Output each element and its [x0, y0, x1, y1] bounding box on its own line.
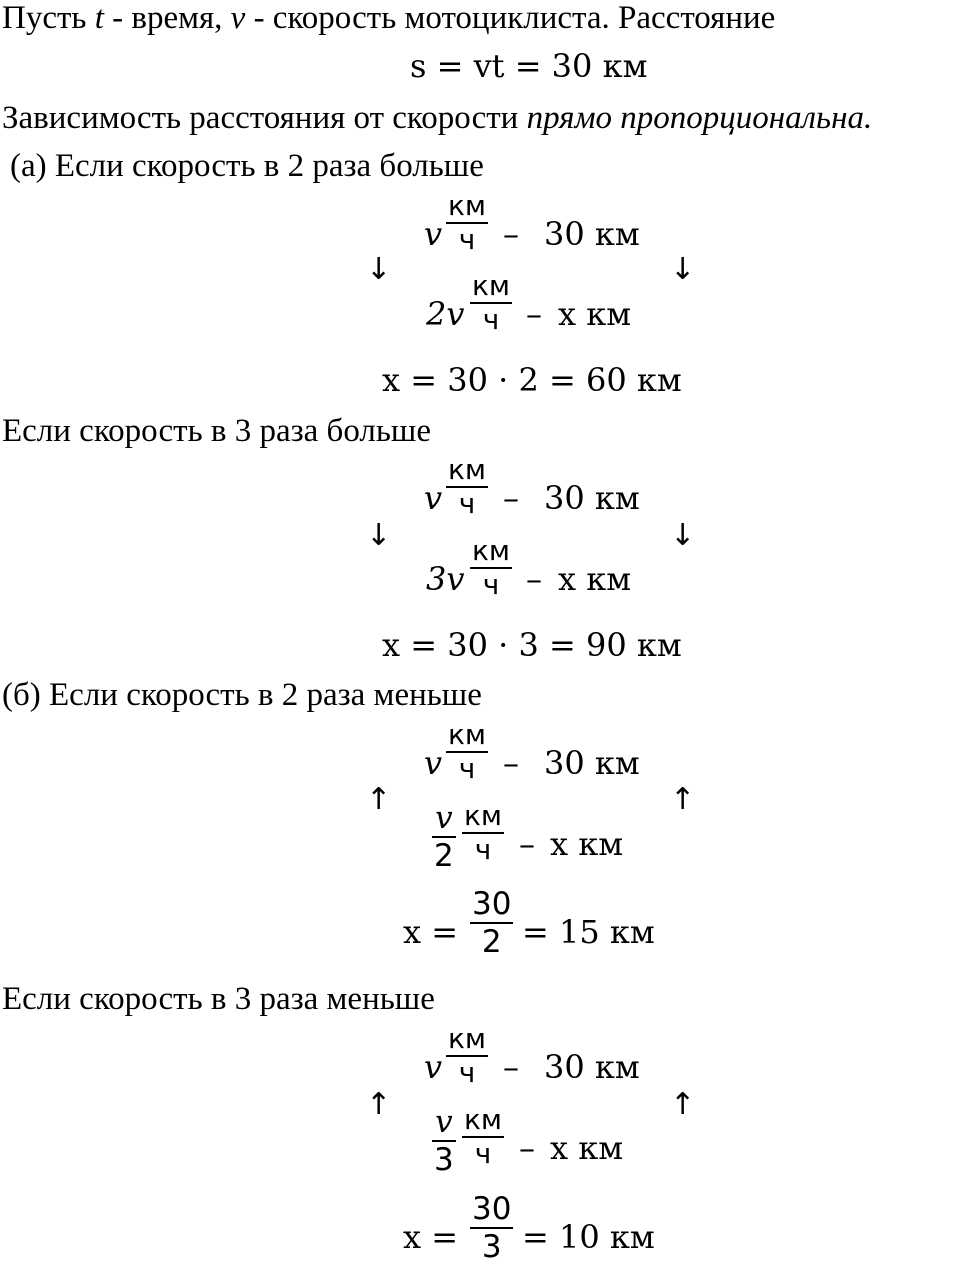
result-denominator: 2	[481, 924, 502, 960]
result-lhs: x =	[403, 913, 459, 951]
section-heading: Если скорость в 3 раза больше	[2, 413, 431, 449]
dependency-text: Зависимость расстояния от скорости	[2, 100, 519, 136]
speed-fraction	[432, 800, 456, 874]
section-heading: (а) Если скорость в 2 раза больше	[10, 148, 484, 184]
section-heading: (б) Если скорость в 2 раза меньше	[2, 677, 482, 713]
unit-km: км	[448, 453, 487, 486]
unit-h: ч	[458, 752, 476, 785]
dash: –	[519, 825, 535, 863]
dash: –	[503, 479, 519, 517]
speed-numerator: v	[435, 800, 453, 836]
unit-km: км	[448, 189, 487, 222]
unit-fraction	[446, 719, 488, 785]
upper-distance: 30 км	[544, 479, 640, 517]
result-denominator: 3	[481, 1229, 502, 1265]
unit-km: км	[464, 799, 503, 832]
intro-text-3: - скорость мотоциклиста. Расстояние	[253, 0, 776, 36]
left-arrow: ↑	[366, 1087, 392, 1122]
result-fraction	[470, 1191, 513, 1265]
result-fraction	[470, 886, 513, 960]
lower-distance: x км	[550, 825, 624, 863]
unit-fraction	[462, 1104, 504, 1170]
upper-distance: 30 км	[544, 744, 640, 782]
upper-var: v	[424, 744, 443, 782]
result-rhs: = 10 км	[522, 1218, 655, 1256]
left-arrow: ↓	[366, 252, 392, 287]
dash: –	[526, 295, 542, 333]
result-numerator: 30	[472, 1191, 512, 1227]
lower-distance: x км	[550, 1129, 624, 1167]
dependency-italic: прямо пропорциональна.	[526, 100, 873, 136]
result-numerator: 30	[472, 886, 512, 922]
speed-denominator: 2	[434, 838, 454, 874]
unit-h: ч	[474, 1137, 492, 1170]
right-arrow: ↓	[670, 252, 696, 287]
unit-h: ч	[482, 568, 500, 601]
result-equation: x = 30 · 2 = 60 км	[382, 361, 682, 399]
dash: –	[503, 744, 519, 782]
left-arrow: ↓	[366, 518, 392, 553]
unit-h: ч	[458, 487, 476, 520]
unit-fraction	[446, 454, 488, 520]
unit-km: км	[464, 1103, 503, 1136]
left-arrow: ↑	[366, 782, 392, 817]
unit-fraction	[446, 1023, 488, 1089]
upper-var: v	[424, 479, 443, 517]
unit-fraction	[470, 535, 512, 601]
dash: –	[503, 215, 519, 253]
result-equation: x = 30 · 3 = 90 км	[382, 626, 682, 664]
intro-text-1: Пусть	[2, 0, 87, 36]
upper-distance: 30 км	[544, 215, 640, 253]
unit-h: ч	[482, 303, 500, 336]
dependency-line	[2, 100, 872, 136]
upper-var: v	[424, 215, 443, 253]
right-arrow: ↑	[670, 1087, 696, 1122]
dash: –	[526, 560, 542, 598]
unit-h: ч	[458, 1056, 476, 1089]
unit-km: км	[448, 1022, 487, 1055]
lower-distance: x км	[558, 560, 632, 598]
speed-fraction	[432, 1104, 456, 1178]
section-heading: Если скорость в 3 раза меньше	[2, 981, 435, 1017]
dash: –	[519, 1129, 535, 1167]
unit-h: ч	[474, 833, 492, 866]
right-arrow: ↑	[670, 782, 696, 817]
var-v: v	[230, 0, 246, 36]
result-rhs: = 15 км	[522, 913, 655, 951]
var-t: t	[94, 0, 104, 36]
unit-fraction	[446, 190, 488, 256]
dash: –	[503, 1048, 519, 1086]
intro-line-1	[2, 0, 775, 36]
lower-coef: 3v	[426, 560, 465, 598]
lower-distance: x км	[558, 295, 632, 333]
distance-formula: s = vt = 30 км	[410, 47, 648, 85]
unit-km: км	[448, 718, 487, 751]
speed-denominator: 3	[434, 1142, 454, 1178]
unit-km: км	[472, 269, 511, 302]
upper-var: v	[424, 1048, 443, 1086]
speed-numerator: v	[435, 1104, 453, 1140]
unit-h: ч	[458, 223, 476, 256]
lower-coef: 2v	[426, 295, 465, 333]
result-lhs: x =	[403, 1218, 459, 1256]
intro-text-2: - время,	[112, 0, 223, 36]
unit-fraction	[470, 270, 512, 336]
unit-fraction	[462, 800, 504, 866]
right-arrow: ↓	[670, 518, 696, 553]
upper-distance: 30 км	[544, 1048, 640, 1086]
unit-km: км	[472, 534, 511, 567]
